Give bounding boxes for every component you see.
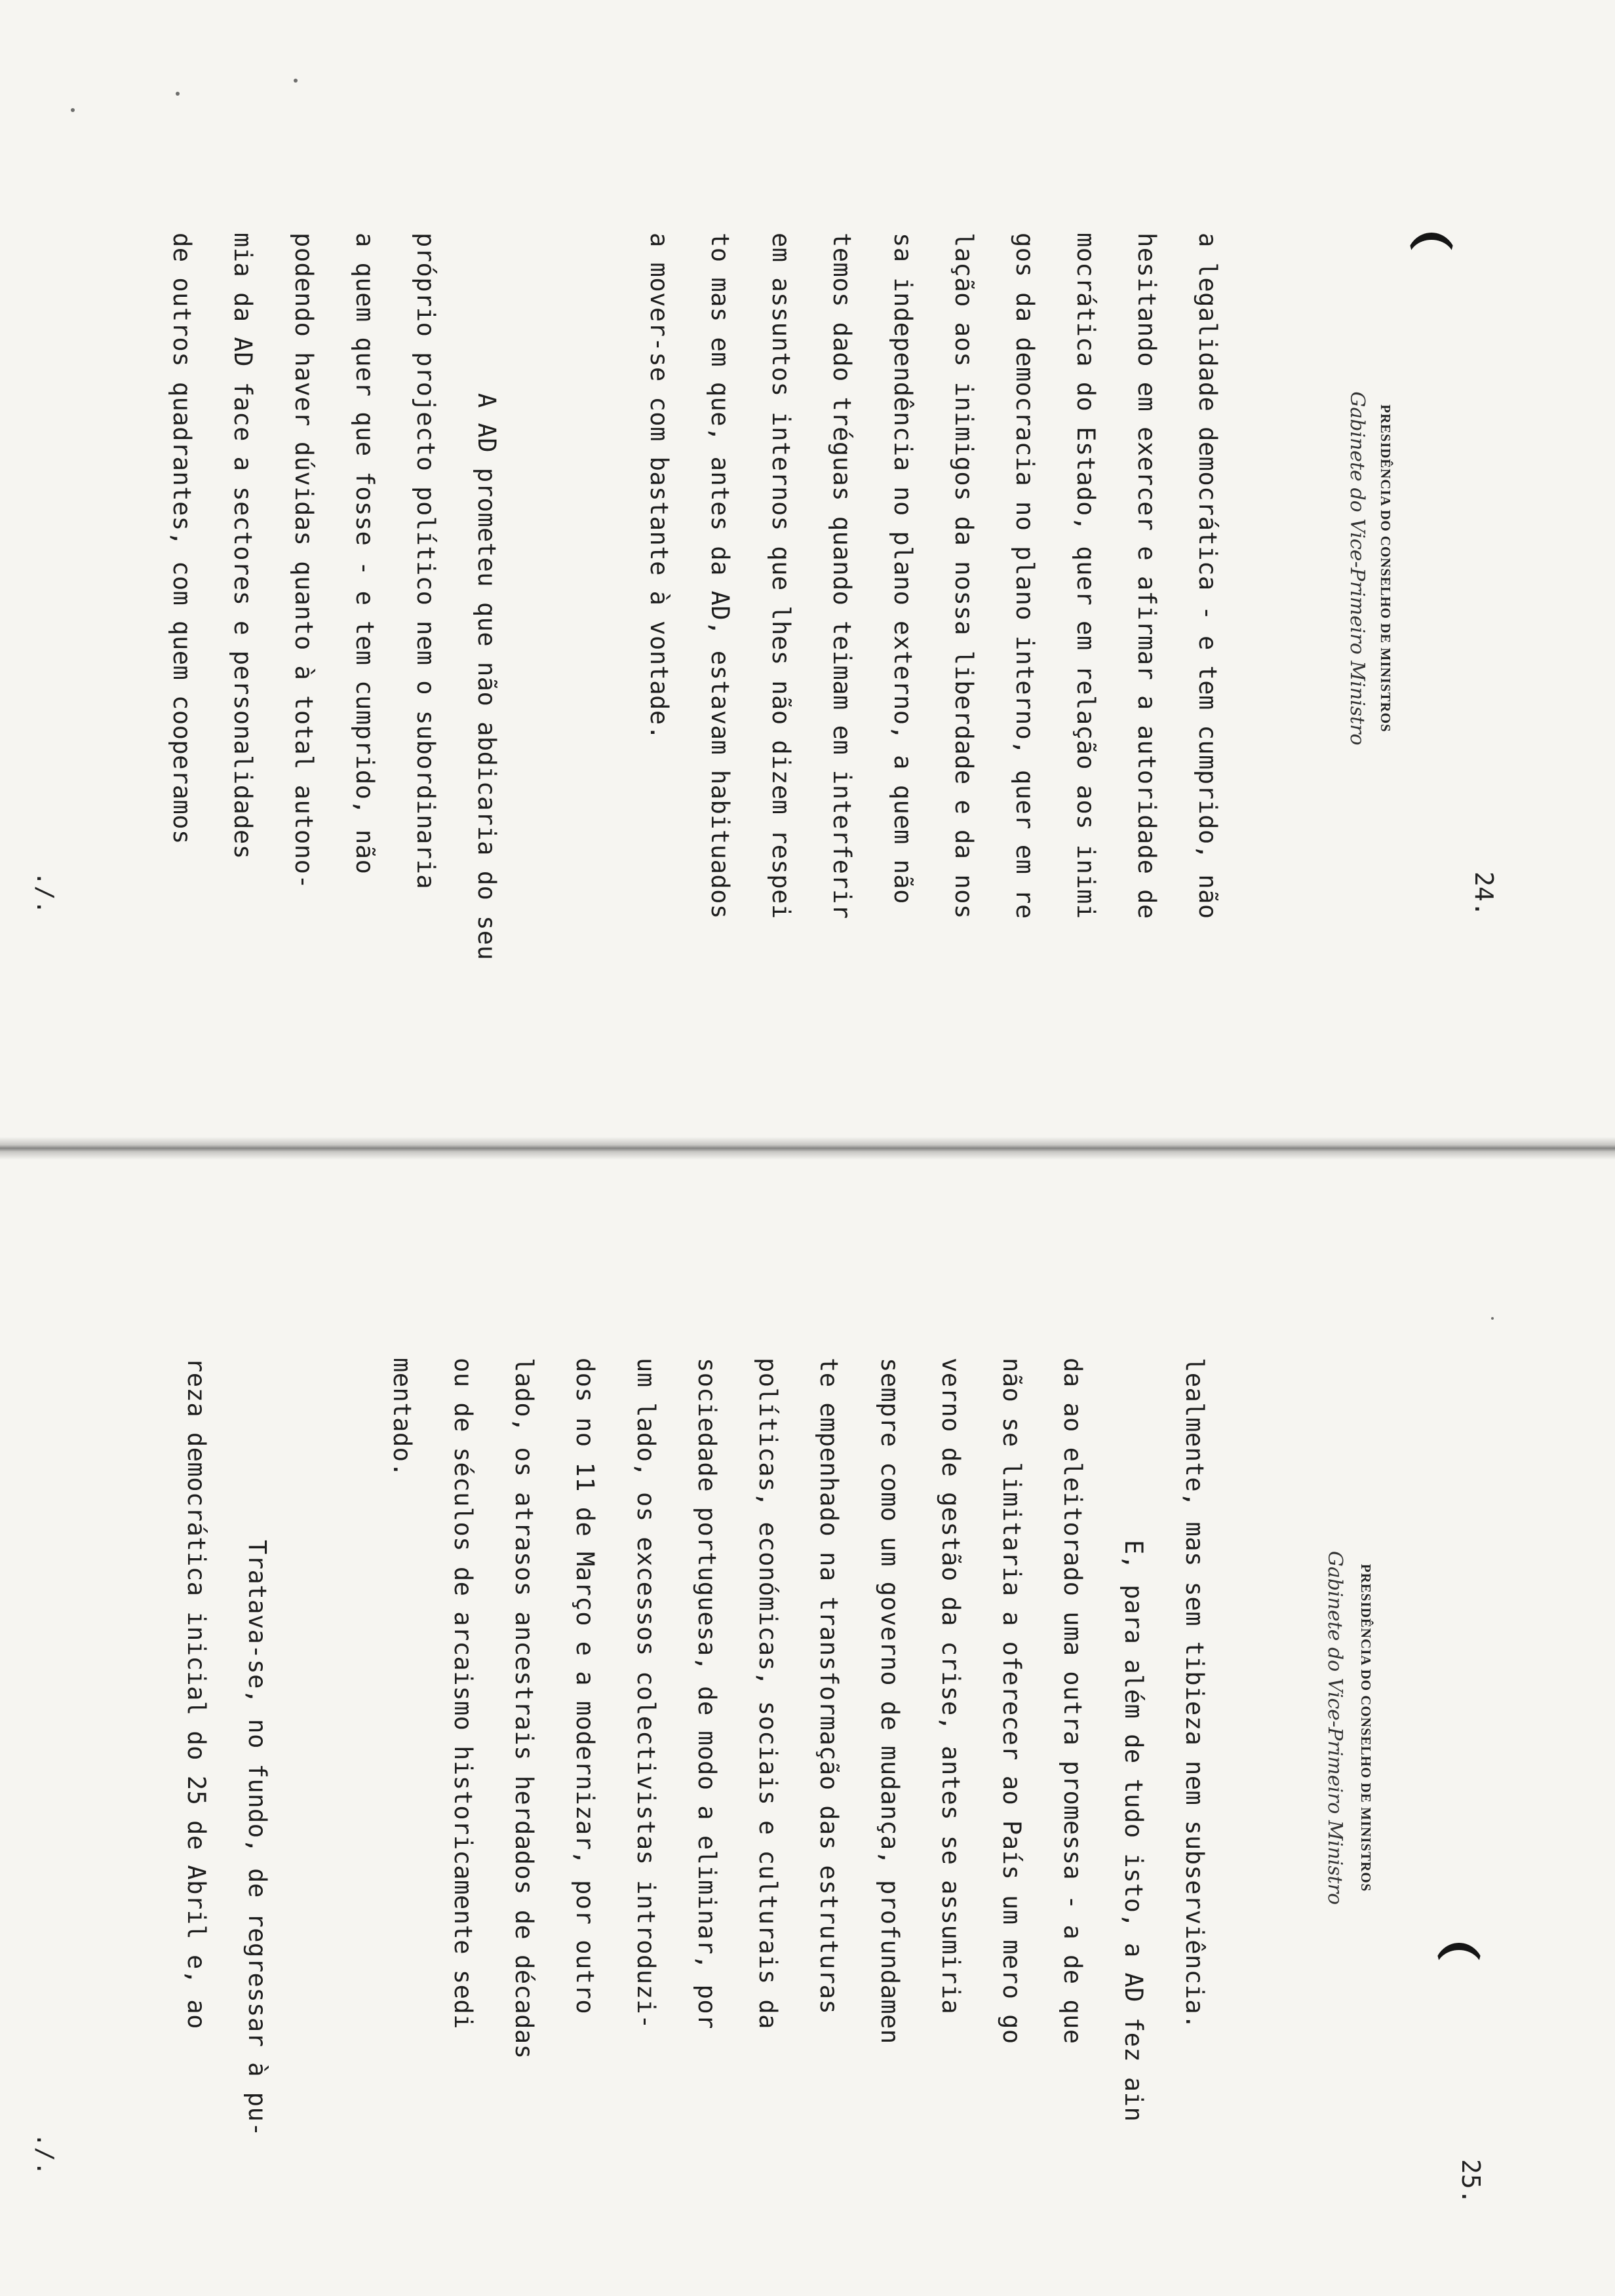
letterhead-subtitle: Gabinete do Vice-Primeiro Ministro	[1346, 391, 1369, 746]
text-line: sa independência no plano externo, a quem não	[889, 233, 917, 904]
text-line: lação aos inimigos da nossa liberdade e da nos	[950, 233, 978, 919]
punch-hole-mark	[1407, 233, 1456, 286]
text-line: verno de gestão da crise, antes se assumiria	[937, 1358, 965, 2015]
text-line: sempre como um governo de mudança, profundamen	[876, 1358, 904, 2044]
text-line: E, para além de tudo isto, a AD fez ain	[1119, 1540, 1148, 2122]
text-line: em assuntos internos que lhes não dizem respei	[767, 233, 795, 919]
page-number: 25.	[1456, 2159, 1485, 2204]
left-page	[0, 0, 1615, 1137]
page-fold-shadow	[0, 1137, 1615, 1160]
text-line: temos dado tréguas quando teimam em interferir	[828, 233, 856, 919]
continuation-mark: ./.	[31, 871, 58, 915]
text-line: próprio projecto político nem o subordinaria	[412, 233, 440, 890]
text-line: sociedade portuguesa, de modo a eliminar, por	[693, 1358, 721, 2029]
text-line: a mover-se com bastante à vontade.	[645, 233, 673, 740]
text-line: podendo haver dúvidas quanto à total autono-	[290, 233, 318, 890]
letterhead-subtitle: Gabinete do Vice-Primeiro Ministro	[1323, 1550, 1346, 1905]
text-line: ou de séculos de arcaismo historicamente sedi	[449, 1358, 477, 2029]
text-line: dos no 11 de Março e a modernizar, por outro	[571, 1358, 599, 2015]
continuation-mark: ./.	[31, 2133, 58, 2176]
text-line: to mas em que, antes da AD, estavam habituados	[706, 233, 734, 919]
text-line: gos da democracia no plano interno, quer em re	[1011, 233, 1039, 919]
letterhead-title: PRESIDÊNCIA DO CONSELHO DE MINISTROS	[1378, 404, 1393, 733]
punch-hole-mark	[1434, 1943, 1484, 1996]
text-line: da ao eleitorado uma outra promessa - a de que	[1059, 1358, 1087, 2044]
text-line: mia da AD face a sectores e personalidades	[229, 233, 257, 860]
text-line: lealmente, mas sem tibieza nem subserviência.	[1180, 1358, 1209, 2029]
text-line: de outros quadrantes, com quem cooperamos	[168, 233, 196, 845]
text-line: lado, os atrasos ancestrais herdados de décadas	[510, 1358, 538, 2059]
text-line: um lado, os excessos colectivistas introduzi-	[632, 1358, 660, 2029]
letterhead-title: PRESIDÊNCIA DO CONSELHO DE MINISTROS	[1358, 1563, 1374, 1892]
text-line: reza democrática inicial do 25 de Abril e, ao	[182, 1358, 210, 2029]
text-line: a legalidade democrática - e tem cumprido, não	[1194, 233, 1222, 919]
text-line: te empenhado na transformação das estruturas	[815, 1358, 843, 2015]
text-line: hesitando em exercer e afirmar a autoridade de	[1133, 233, 1161, 919]
text-line: mentado.	[388, 1358, 416, 1478]
text-line: mocrática do Estado, quer em relação aos inimi	[1072, 233, 1100, 919]
text-line: Tratava-se, no fundo, de regressar à pu-	[243, 1540, 271, 2137]
right-page	[0, 1160, 1615, 2296]
scan-speck	[71, 108, 75, 112]
page-number: 24.	[1469, 871, 1498, 917]
text-line: a quem quer que fosse - e tem cumprido, não	[351, 233, 379, 875]
text-line: políticas, económicas, sociais e culturais da	[754, 1358, 782, 2029]
text-line: não se limitaria a oferecer ao País um mero go	[998, 1358, 1026, 2044]
scan-speck	[1491, 1317, 1494, 1320]
scan-speck	[176, 92, 180, 96]
scan-speck	[294, 79, 298, 83]
text-line: A AD prometeu que não abdicaria do seu	[473, 393, 501, 961]
